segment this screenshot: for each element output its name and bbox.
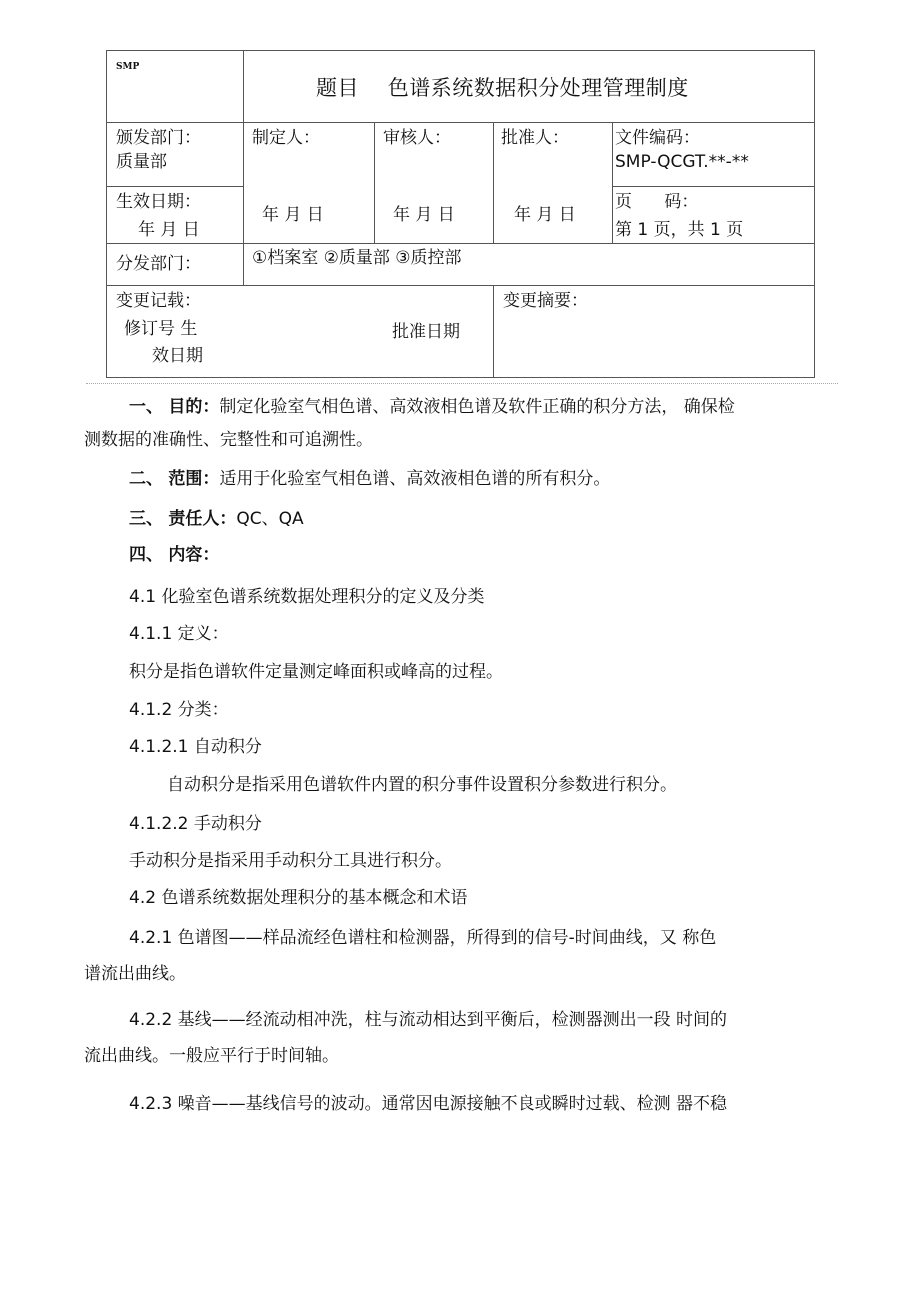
effective-date-value: 年 月 日	[138, 220, 200, 240]
table-rule-4	[106, 285, 815, 286]
section-responsible	[129, 507, 304, 531]
section-heading: 内容：	[168, 545, 220, 565]
document-title	[316, 72, 689, 102]
title-prefix: 题目	[316, 76, 359, 100]
para-4-1-2-2-text: 手动积分是指采用手动积分工具进行积分。	[129, 851, 452, 871]
table-rule-2b	[612, 186, 815, 187]
revision-no-label: 修订号 生	[124, 319, 198, 339]
table-border-left	[106, 50, 107, 378]
table-col-4	[612, 122, 613, 243]
para-4-2: 4.2 色谱系统数据处理积分的基本概念和术语	[129, 888, 468, 908]
section-heading: 责任人：	[168, 509, 237, 529]
table-border-top	[106, 50, 815, 51]
section-purpose	[129, 395, 735, 419]
approver-date: 年 月 日	[514, 205, 576, 225]
table-col-3b	[493, 285, 494, 377]
drafter-label: 制定人：	[252, 128, 320, 148]
reviewer-label: 审核人：	[383, 128, 451, 148]
effective-date-col-label: 效日期	[152, 346, 203, 366]
section-number: 一、	[129, 397, 163, 417]
page-label: 页 码：	[615, 192, 699, 212]
section-text: 制定化验室气相色谱、高效液相色谱及软件正确的积分方法， 确保检	[219, 397, 735, 417]
smp-label: SMP	[116, 62, 140, 72]
approver-label: 批准人：	[501, 128, 569, 148]
para-4-1-1: 4.1.1 定义：	[129, 624, 229, 644]
para-4-1-2: 4.1.2 分类：	[129, 700, 229, 720]
change-summary-label: 变更摘要：	[503, 291, 588, 311]
para-4-2-2-cont: 流出曲线。一般应平行于时间轴。	[84, 1046, 339, 1066]
section-scope	[129, 467, 610, 491]
para-4-1-2-2: 4.1.2.2 手动积分	[129, 814, 262, 834]
para-4-1-1-text: 积分是指色谱软件定量测定峰面积或峰高的过程。	[129, 662, 503, 682]
table-rule-1	[106, 122, 815, 123]
effective-date-label: 生效日期：	[116, 192, 201, 212]
para-4-2-3: 4.2.3 噪音——基线信号的波动。通常因电源接触不良或瞬时过载、检测 器不稳	[129, 1094, 728, 1114]
change-record-label: 变更记载：	[116, 291, 201, 311]
section-number: 四、	[129, 545, 163, 565]
section-text: 适用于化验室气相色谱、高效液相色谱的所有积分。	[219, 469, 611, 489]
distribution-label: 分发部门：	[116, 254, 201, 274]
table-border-right	[814, 50, 815, 378]
section-divider	[86, 383, 838, 384]
approval-date-label: 批准日期	[392, 322, 460, 342]
para-4-1: 4.1 化验室色谱系统数据处理积分的定义及分类	[129, 587, 485, 607]
drafter-date: 年 月 日	[262, 205, 324, 225]
table-col-2	[374, 122, 375, 243]
section-text: QC、QA	[236, 509, 304, 529]
file-code-label: 文件编码：	[615, 128, 700, 148]
para-4-1-2-1: 4.1.2.1 自动积分	[129, 737, 262, 757]
section-content	[129, 543, 219, 567]
reviewer-date: 年 月 日	[393, 205, 455, 225]
para-4-2-2: 4.2.2 基线——经流动相冲洗，柱与流动相达到平衡后，检测器测出一段 时间的	[129, 1010, 728, 1030]
table-rule-3	[106, 243, 815, 244]
section-heading: 目的：	[168, 397, 220, 417]
section-heading: 范围：	[168, 469, 220, 489]
para-4-2-1: 4.2.1 色谱图——样品流经色谱柱和检测器，所得到的信号-时间曲线，又 称色	[129, 928, 717, 948]
section-number: 三、	[129, 509, 163, 529]
document-header-table	[106, 50, 815, 378]
para-4-2-1-cont: 谱流出曲线。	[84, 964, 186, 984]
para-4-1-2-1-text: 自动积分是指采用色谱软件内置的积分事件设置积分参数进行积分。	[167, 775, 677, 795]
title-text: 色谱系统数据积分处理管理制度	[387, 76, 689, 100]
issuing-dept-value: 质量部	[116, 152, 167, 172]
table-col-1	[243, 50, 244, 285]
section-number: 二、	[129, 469, 163, 489]
table-rule-2a	[106, 186, 243, 187]
page-value: 第 1 页，共 1 页	[615, 220, 744, 240]
file-code-value: SMP-QCGT.**-**	[615, 152, 749, 172]
table-col-3	[493, 122, 494, 243]
issuing-dept-label: 颁发部门：	[116, 128, 201, 148]
distribution-value: ①档案室 ②质量部 ③质控部	[252, 248, 462, 268]
section-purpose-cont: 测数据的准确性、完整性和可追溯性。	[84, 430, 373, 450]
table-border-bottom	[106, 377, 815, 378]
